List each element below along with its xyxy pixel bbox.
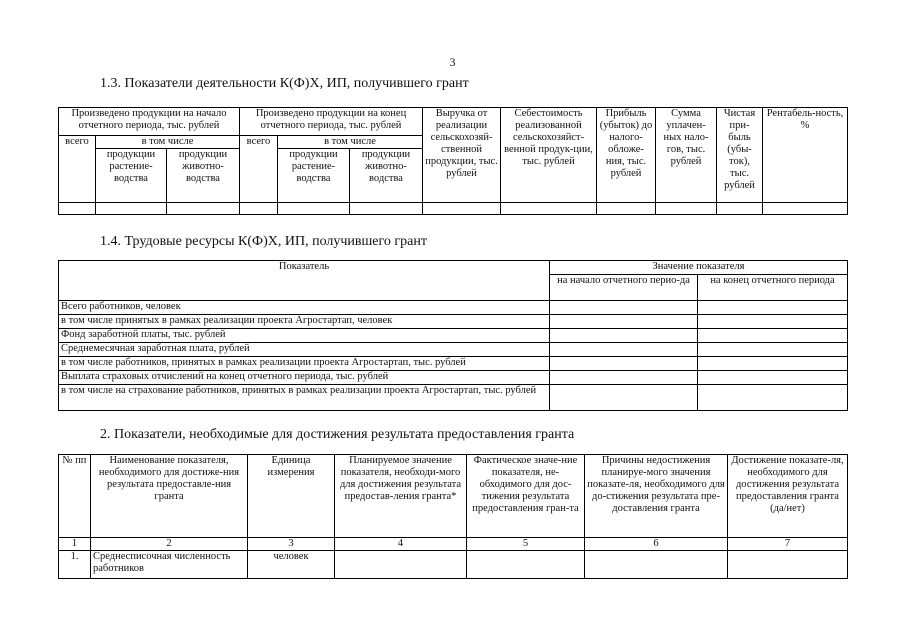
activity-table	[58, 107, 848, 215]
header-animal-end: продукции животно-водства	[350, 149, 423, 203]
row-label: Выплата страховых отчислений на конец отчетного периода, тыс. рублей	[59, 371, 550, 385]
header-reasons: Причины недостижения планируе-мого значения показате-ля, необходимого для до-стижения результата пре-доставления гранта	[585, 455, 728, 538]
table-row	[59, 371, 848, 385]
column-number: 4	[335, 538, 467, 551]
table-row	[59, 301, 848, 315]
header-plant-end: продукции растение-водства	[278, 149, 350, 203]
indicators-table	[58, 454, 848, 579]
header-total-end: всего	[240, 136, 278, 203]
row-label: в том числе работников, принятых в рамках реализации проекта Агростартап, тыс. рублей	[59, 357, 550, 371]
row-label: в том числе на страхование работников, принятых в рамках реализации проекта Агростартап, тыс. рублей	[59, 385, 550, 411]
row-number: 1.	[59, 551, 91, 579]
header-planned-value: Планируемое значение показателя, необходи-мого для достижения результата предостав-ления гранта*	[335, 455, 467, 538]
header-including-end: в том числе	[278, 136, 423, 149]
header-produced-start: Произведено продукции на начало отчетного периода, тыс. рублей	[59, 108, 240, 136]
header-including-start: в том числе	[96, 136, 240, 149]
header-taxes: Сумма уплачен-ных нало-гов, тыс. рублей	[656, 108, 717, 203]
header-cost: Себестоимость реализованной сельскохозяйст-венной продук-ции, тыс. рублей	[501, 108, 597, 203]
header-indicator-name: Наименование показателя, необходимого для достиже-ния результата предоставле-ния гранта	[91, 455, 248, 538]
table-row	[59, 357, 848, 371]
header-actual-value: Фактическое значе-ние показателя, не-обходимого для дос-тижения результата предоставления гран-та	[467, 455, 585, 538]
column-number: 1	[59, 538, 91, 551]
table-row	[59, 551, 848, 579]
column-number: 6	[585, 538, 728, 551]
column-number: 2	[91, 538, 248, 551]
header-revenue: Выручка от реализации сельскохозяй-ственной продукции, тыс. рублей	[423, 108, 501, 203]
table-row	[59, 203, 848, 215]
column-number: 5	[467, 538, 585, 551]
header-value: Значение показателя	[550, 261, 848, 275]
section-2-title: 2. Показатели, необходимые для достижения результата предоставления гранта	[100, 427, 575, 442]
column-number: 3	[248, 538, 335, 551]
column-numbers-row	[59, 538, 848, 551]
header-net-profit: Чистая при-быль (убы-ток), тыс. рублей	[717, 108, 763, 203]
row-label: Среднемесячная заработная плата, рублей	[59, 343, 550, 357]
row-unit: человек	[248, 551, 335, 579]
header-animal-start: продукции животно-водства	[167, 149, 240, 203]
row-label: Всего работников, человек	[59, 301, 550, 315]
table-row	[59, 329, 848, 343]
header-num: № пп	[59, 455, 91, 538]
section-1-3-title: 1.3. Показатели деятельности К(Ф)Х, ИП, получившего грант	[100, 76, 469, 91]
row-label: Фонд заработной платы, тыс. рублей	[59, 329, 550, 343]
header-indicator: Показатель	[59, 261, 550, 301]
labor-table	[58, 260, 848, 411]
page-number: 3	[449, 55, 456, 69]
section-1-4-title: 1.4. Трудовые ресурсы К(Ф)Х, ИП, получившего грант	[100, 234, 427, 249]
header-achievement: Достижение показате-ля, необходимого для достижения результата предоставления гранта (да/нет)	[728, 455, 848, 538]
header-total-start: всего	[59, 136, 96, 203]
header-plant-start: продукции растение-водства	[96, 149, 167, 203]
header-profit: Прибыль (убыток) до налого-обложе-ния, тыс. рублей	[597, 108, 656, 203]
header-value-start: на начало отчетного перио-да	[550, 275, 698, 301]
header-profitability: Рентабель-ность, %	[763, 108, 848, 203]
table-row	[59, 343, 848, 357]
header-produced-end: Произведено продукции на конец отчетного периода, тыс. рублей	[240, 108, 423, 136]
header-value-end: на конец отчетного периода	[698, 275, 848, 301]
table-row	[59, 385, 848, 411]
header-unit: Единица измерения	[248, 455, 335, 538]
row-indicator-name: Среднесписочная численность работников	[91, 551, 248, 579]
table-row	[59, 315, 848, 329]
row-label: в том числе принятых в рамках реализации проекта Агростартап, человек	[59, 315, 550, 329]
column-number: 7	[728, 538, 848, 551]
